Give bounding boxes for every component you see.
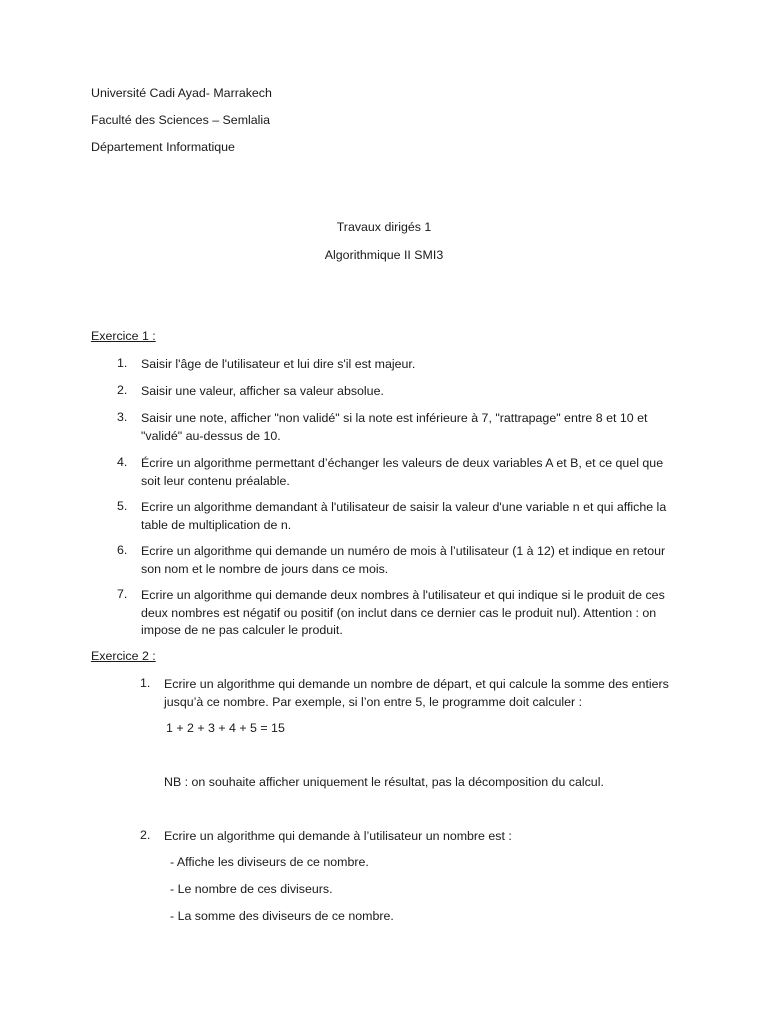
document-title: Travaux dirigés 1 [336,220,432,234]
item-number: 4. [117,455,128,469]
item-number: 6. [117,543,128,557]
item-number: 1. [140,676,151,690]
exercise-2-heading: Exercice 2 : [91,649,156,663]
item-text: Ecrire un algorithme qui demande à l’utilisateur un nombre est : [164,829,512,843]
item-text: Saisir l'âge de l'utilisateur et lui dire s'il est majeur. [141,357,416,371]
item-number: 7. [117,587,128,601]
item-text: Saisir une valeur, afficher sa valeur absolue. [141,384,384,398]
university-name: Université Cadi Ayad- Marrakech [91,86,272,100]
list-item: - Affiche les diviseurs de ce nombre. [170,855,369,869]
item-number: 2. [140,828,151,842]
item-number: 3. [117,410,128,424]
item-text: Écrire un algorithme permettant d’échanger les valeurs de deux variables A et B, et ce quel que soit leur contenu préalable. [141,456,664,488]
course-title: Algorithmique II SMI3 [324,248,444,262]
department-name: Département Informatique [91,140,235,154]
item-text: Saisir une note, afficher "non validé" si la note est inférieure à 7, "rattrapage" entre 8 et 10 et "validé" au-dessus de 10. [141,411,648,443]
list-item: - Le nombre de ces diviseurs. [170,882,333,896]
exercise-1-heading: Exercice 1 : [91,329,156,343]
item-number: 1. [117,356,128,370]
item-text: Ecrire un algorithme qui demande un numéro de mois à l’utilisateur (1 à 12) et indique en retour son nom et le nombre de jours dans ce mois. [141,544,666,576]
note-text: NB : on souhaite afficher uniquement le résultat, pas la décomposition du calcul. [164,775,604,789]
item-text: Ecrire un algorithme demandant à l'utilisateur de saisir la valeur d'une variable n et qui affiche la table de multiplication de n. [141,500,667,532]
sum-formula: 1 + 2 + 3 + 4 + 5 = 15 [166,721,285,735]
item-text: Ecrire un algorithme qui demande deux nombres à l'utilisateur et qui indique si le produit de ces deux nombres est négatif ou positif (on inclut dans ce dernier cas le produit nul). Attention : on impose de ne pas calculer le produit. [141,588,665,637]
list-item: - La somme des diviseurs de ce nombre. [170,909,394,923]
item-number: 5. [117,499,128,513]
item-number: 2. [117,383,128,397]
faculty-name: Faculté des Sciences – Semlalia [91,113,271,127]
item-text: Ecrire un algorithme qui demande un nombre de départ, et qui calcule la somme des entiers jusqu’à ce nombre. Par exemple, si l’on entre 5, le programme doit calculer : [164,677,669,709]
